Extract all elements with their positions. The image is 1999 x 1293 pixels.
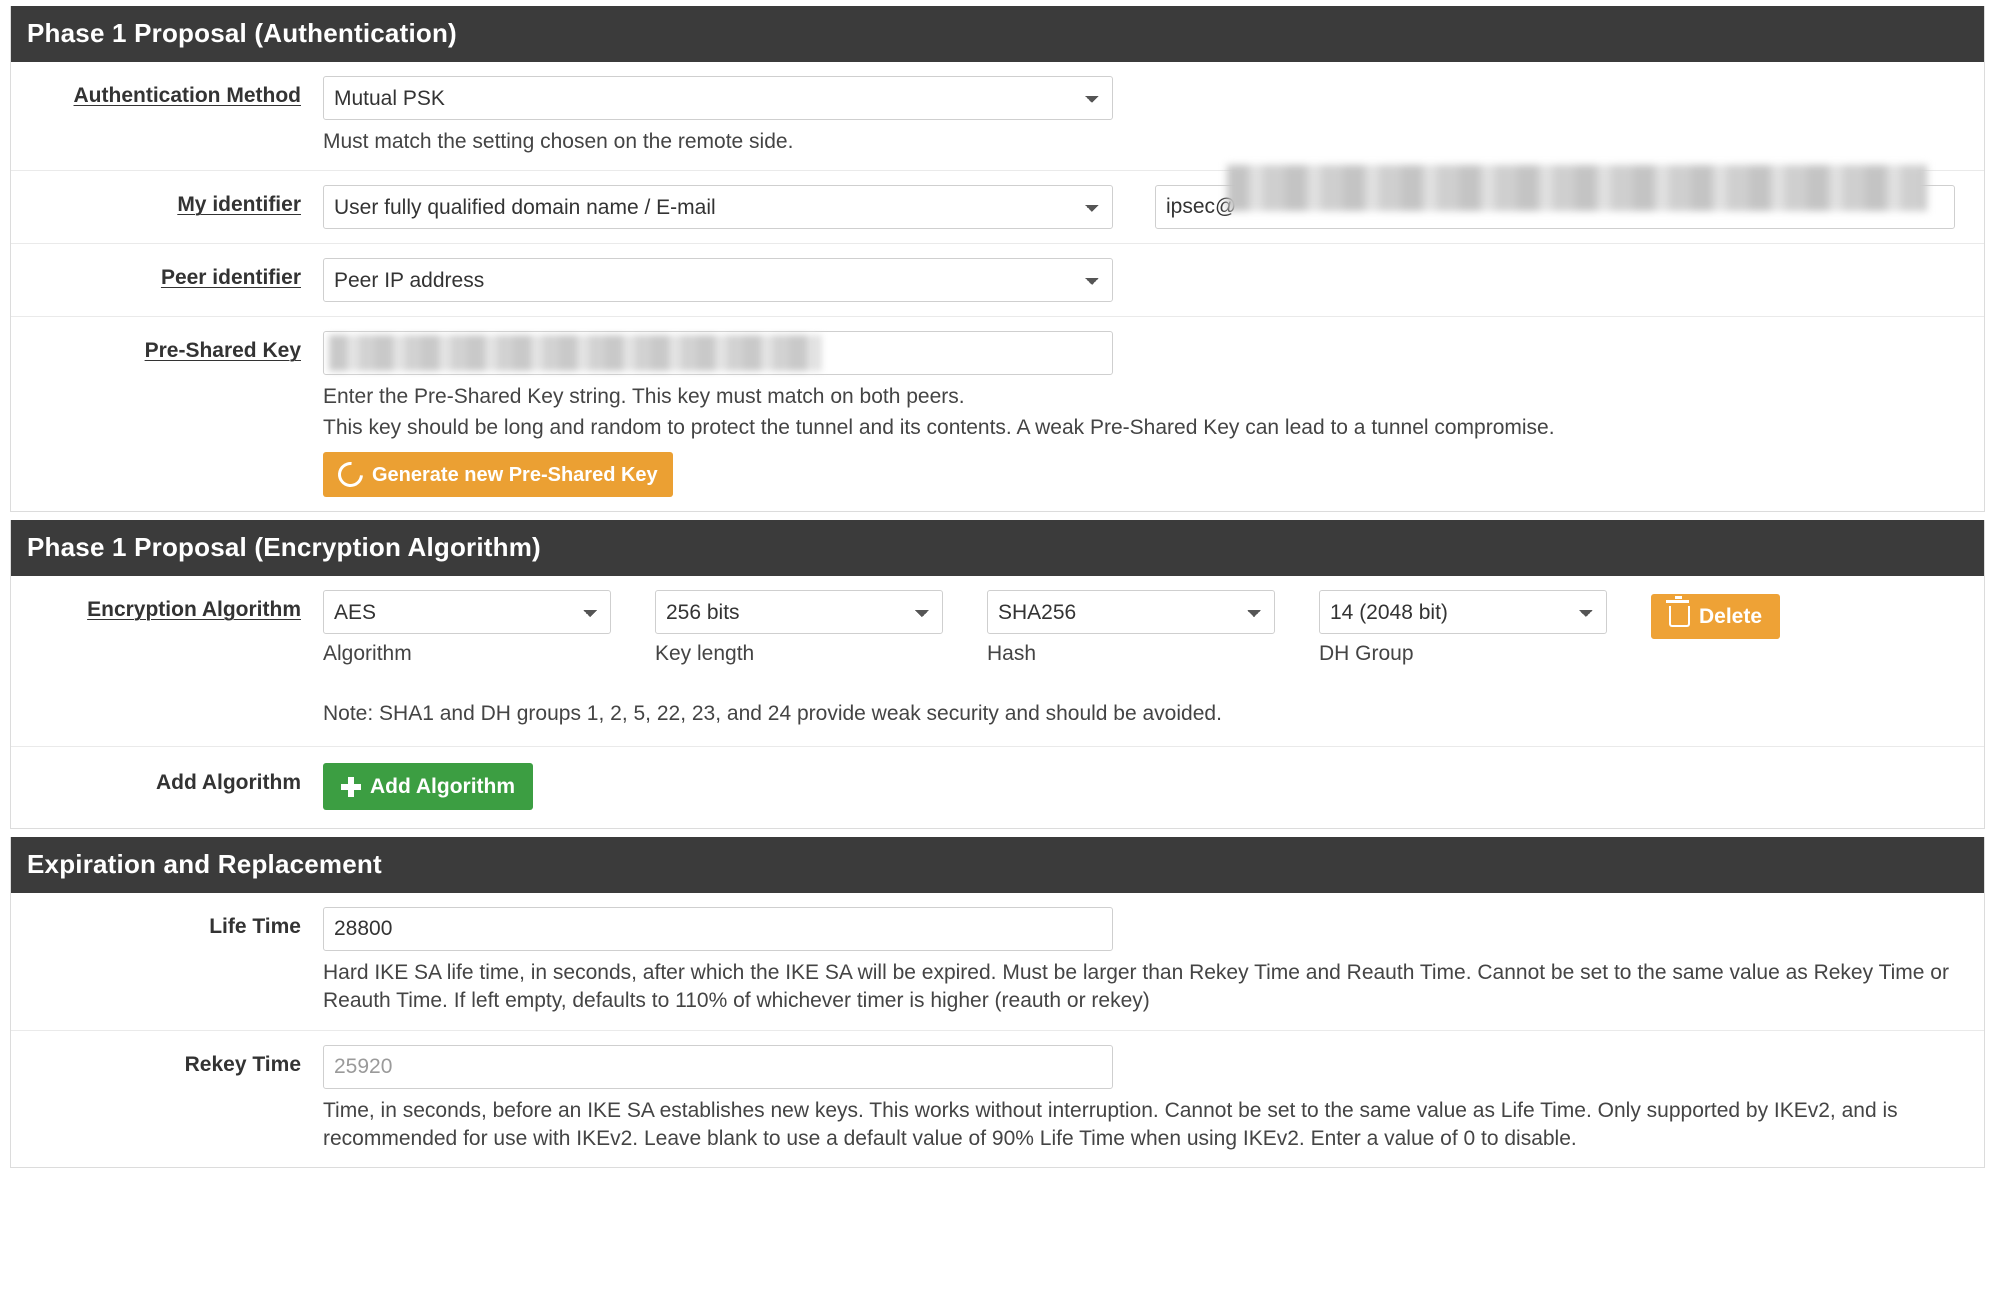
generate-new-pre-shared-key-button[interactable] <box>323 452 673 497</box>
label-rekey-time <box>11 1045 323 1077</box>
generate-new-pre-shared-key-label: Generate new Pre-Shared Key <box>372 463 658 486</box>
panel-phase1-encryption <box>10 520 1985 829</box>
field-life-time <box>323 907 1984 1016</box>
life-time-label-text: Life Time <box>209 915 301 939</box>
authentication-method-select[interactable] <box>323 76 1113 120</box>
generate-psk-button-wrap <box>323 452 1974 497</box>
panel-body-phase1-encryption <box>11 576 1984 828</box>
panel-expiration-replacement <box>10 837 1985 1168</box>
rekey-time-help: Time, in seconds, before an IKE SA establishes new keys. This works without interruption. Cannot be set to the same value as Life Time. Only supported by IKEv2, and is recommended for use with IKEv2. Leave blank to use a default value of 90% Life Time when using IKEv2. Enter a value of 0 to disable. <box>323 1098 1898 1151</box>
row-rekey-time <box>11 1031 1984 1168</box>
hash-sublabel: Hash <box>987 642 1037 666</box>
label-peer-identifier <box>11 258 323 290</box>
key-length-group <box>655 590 943 666</box>
row-life-time <box>11 893 1984 1031</box>
my-identifier-type-select[interactable] <box>323 185 1113 229</box>
pre-shared-key-help-line1: Enter the Pre-Shared Key string. This key must match on both peers. <box>323 385 965 409</box>
authentication-method-help: Must match the setting chosen on the remote side. <box>323 130 794 153</box>
label-encryption-algorithm <box>11 590 323 622</box>
row-my-identifier <box>11 171 1984 244</box>
key-length-sublabel: Key length <box>655 642 755 666</box>
add-algorithm-label-text: Add Algorithm <box>155 771 301 795</box>
pre-shared-key-input-wrap <box>323 331 1113 375</box>
field-encryption-algorithm <box>323 590 1984 666</box>
panel-title-phase1-encryption: Phase 1 Proposal (Encryption Algorithm) <box>11 520 1984 576</box>
pre-shared-key-label-text[interactable]: Pre-Shared Key <box>144 339 301 363</box>
panel-title-phase1-authentication: Phase 1 Proposal (Authentication) <box>11 6 1984 62</box>
dh-group-select[interactable] <box>1319 590 1607 634</box>
panel-phase1-authentication <box>10 6 1985 512</box>
hash-select[interactable] <box>987 590 1275 634</box>
dh-group-sublabel: DH Group <box>1319 642 1414 666</box>
panel-title-expiration-replacement: Expiration and Replacement <box>11 837 1984 893</box>
hash-group <box>987 590 1275 666</box>
life-time-input[interactable] <box>323 907 1113 951</box>
delete-algorithm-button[interactable] <box>1651 594 1780 639</box>
field-authentication-method <box>323 76 1984 156</box>
algorithm-group <box>323 590 611 666</box>
key-length-select[interactable] <box>655 590 943 634</box>
row-add-algorithm <box>11 747 1984 828</box>
my-identifier-label-text[interactable]: My identifier <box>177 193 301 217</box>
row-encryption-algorithm <box>11 576 1984 680</box>
field-rekey-time <box>323 1045 1984 1154</box>
encryption-algorithm-label-text[interactable]: Encryption Algorithm <box>87 598 301 622</box>
pre-shared-key-input[interactable] <box>323 331 1113 375</box>
my-identifier-inline-group <box>323 185 1974 229</box>
label-authentication-method <box>11 76 323 108</box>
peer-identifier-label-text[interactable]: Peer identifier <box>160 266 301 290</box>
panel-body-phase1-authentication <box>11 62 1984 511</box>
my-identifier-value-wrap <box>1155 185 1974 229</box>
field-peer-identifier <box>323 258 1984 302</box>
label-my-identifier <box>11 185 323 217</box>
encryption-algorithm-controls <box>323 590 1974 666</box>
trash-icon <box>1669 606 1690 627</box>
my-identifier-value-input[interactable] <box>1155 185 1955 229</box>
panel-body-expiration-replacement <box>11 893 1984 1167</box>
row-authentication-method <box>11 62 1984 171</box>
authentication-method-label-text[interactable]: Authentication Method <box>73 84 301 107</box>
encryption-weak-security-note: Note: SHA1 and DH groups 1, 2, 5, 22, 23, and 24 provide weak security and should be avoided. <box>11 680 1984 747</box>
label-life-time <box>11 907 323 939</box>
label-pre-shared-key <box>11 331 323 363</box>
field-my-identifier <box>323 185 1984 229</box>
delete-algorithm-label: Delete <box>1699 605 1763 629</box>
algorithm-select[interactable] <box>323 590 611 634</box>
pre-shared-key-help-line2: This key should be long and random to protect the tunnel and its contents. A weak Pre-Shared Key can lead to a tunnel compromise. <box>323 415 1555 439</box>
algorithm-sublabel: Algorithm <box>323 642 412 666</box>
rekey-time-input[interactable] <box>323 1045 1113 1089</box>
refresh-icon <box>333 457 368 492</box>
dh-group-group <box>1319 590 1607 666</box>
field-pre-shared-key <box>323 331 1984 497</box>
row-pre-shared-key <box>11 317 1984 511</box>
plus-icon <box>341 777 361 797</box>
peer-identifier-type-select[interactable] <box>323 258 1113 302</box>
delete-algorithm-group <box>1651 590 1780 639</box>
label-add-algorithm <box>11 763 323 795</box>
field-add-algorithm <box>323 763 1984 810</box>
add-algorithm-button-label: Add Algorithm <box>370 775 516 799</box>
rekey-time-label-text: Rekey Time <box>184 1052 301 1076</box>
row-peer-identifier <box>11 244 1984 317</box>
add-algorithm-button[interactable] <box>323 763 533 810</box>
life-time-help: Hard IKE SA life time, in seconds, after which the IKE SA will be expired. Must be larger than Rekey Time and Reauth Time. Cannot be set to the same value as Rekey Time or Reauth Time. If left empty, defaults to 110% of whichever timer is higher (reauth or rekey) <box>323 961 1949 1013</box>
